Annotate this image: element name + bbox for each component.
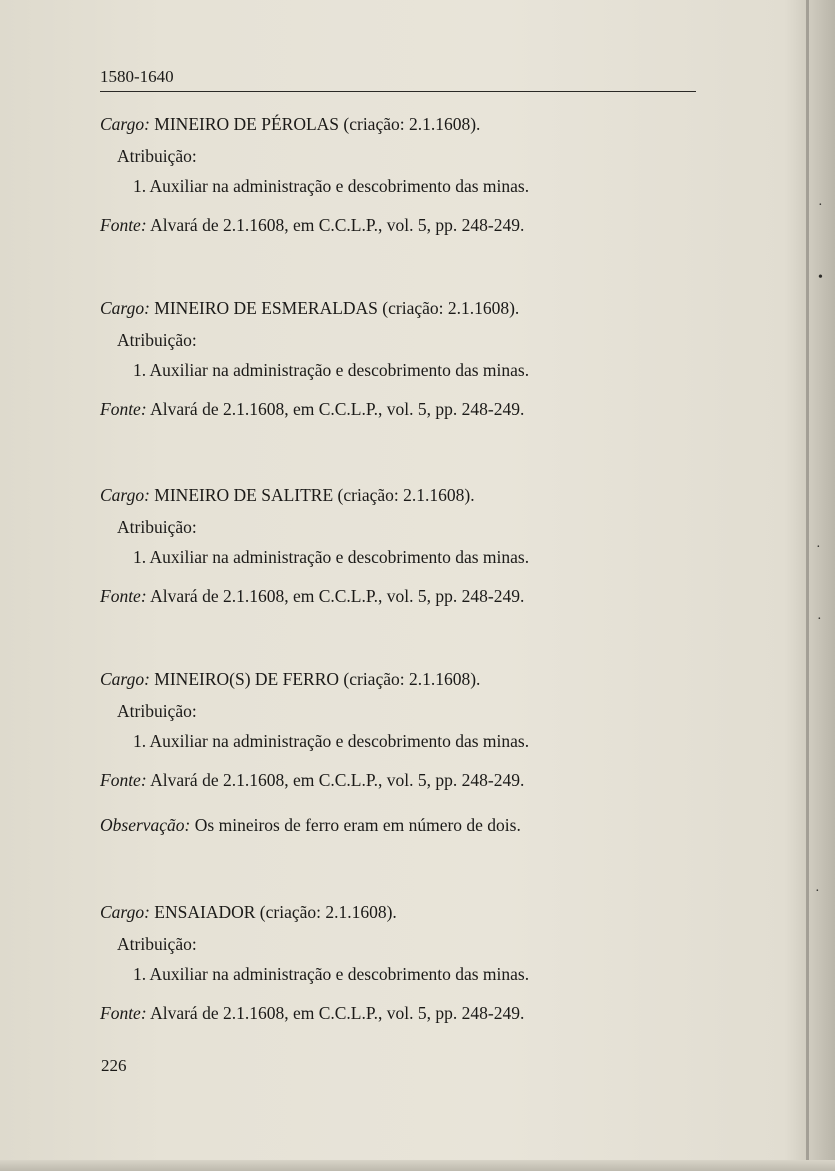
scan-artifact: · bbox=[818, 198, 823, 213]
atribuicao-item: 1. Auxiliar na administração e descobrimento das minas. bbox=[133, 360, 530, 380]
page-number: 226 bbox=[101, 1056, 127, 1075]
fonte-value: Alvará de 2.1.1608, em C.C.L.P., vol. 5, pp. 248-249. bbox=[150, 215, 525, 235]
cargo-value: MINEIRO DE ESMERALDAS (criação: 2.1.1608). bbox=[154, 298, 520, 318]
header-rule bbox=[100, 91, 696, 92]
cargo-line bbox=[100, 485, 475, 506]
page-bottom-edge bbox=[0, 1160, 835, 1171]
atribuicao-label: Atribuição: bbox=[117, 517, 197, 537]
cargo-label: Cargo: bbox=[100, 114, 150, 134]
atribuicao-item: 1. Auxiliar na administração e descobrimento das minas. bbox=[133, 964, 530, 984]
fonte-line bbox=[100, 1003, 524, 1024]
cargo-value: MINEIRO(S) DE FERRO (criação: 2.1.1608). bbox=[154, 669, 481, 689]
scan-artifact: · bbox=[815, 884, 820, 899]
fonte-value: Alvará de 2.1.1608, em C.C.L.P., vol. 5, pp. 248-249. bbox=[150, 1003, 525, 1023]
cargo-label: Cargo: bbox=[100, 669, 150, 689]
cargo-value: MINEIRO DE SALITRE (criação: 2.1.1608). bbox=[154, 485, 475, 505]
fonte-value: Alvará de 2.1.1608, em C.C.L.P., vol. 5, pp. 248-249. bbox=[150, 399, 525, 419]
cargo-value: ENSAIADOR (criação: 2.1.1608). bbox=[154, 902, 397, 922]
fonte-value: Alvará de 2.1.1608, em C.C.L.P., vol. 5, pp. 248-249. bbox=[150, 770, 525, 790]
cargo-label: Cargo: bbox=[100, 298, 150, 318]
fonte-line bbox=[100, 399, 524, 420]
fonte-label: Fonte: bbox=[100, 1003, 147, 1023]
fonte-label: Fonte: bbox=[100, 215, 147, 235]
page-edge-shadow bbox=[806, 0, 809, 1171]
cargo-value: MINEIRO DE PÉROLAS (criação: 2.1.1608). bbox=[154, 114, 481, 134]
observacao-line bbox=[100, 815, 521, 836]
cargo-line bbox=[100, 298, 519, 319]
atribuicao-item: 1. Auxiliar na administração e descobrimento das minas. bbox=[133, 731, 530, 751]
fonte-line bbox=[100, 215, 524, 236]
atribuicao-label: Atribuição: bbox=[117, 330, 197, 350]
fonte-line bbox=[100, 770, 524, 791]
cargo-label: Cargo: bbox=[100, 902, 150, 922]
fonte-line bbox=[100, 586, 524, 607]
atribuicao-item: 1. Auxiliar na administração e descobrimento das minas. bbox=[133, 547, 530, 567]
atribuicao-label: Atribuição: bbox=[117, 934, 197, 954]
atribuicao-item: 1. Auxiliar na administração e descobrimento das minas. bbox=[133, 176, 530, 196]
cargo-line bbox=[100, 114, 480, 135]
scan-artifact: · bbox=[817, 612, 822, 627]
running-header: 1580-1640 bbox=[100, 67, 174, 86]
scan-artifact: • bbox=[818, 270, 823, 285]
cargo-line bbox=[100, 669, 480, 690]
atribuicao-label: Atribuição: bbox=[117, 146, 197, 166]
scan-artifact: · bbox=[816, 540, 821, 555]
fonte-label: Fonte: bbox=[100, 399, 147, 419]
fonte-value: Alvará de 2.1.1608, em C.C.L.P., vol. 5, pp. 248-249. bbox=[150, 586, 525, 606]
observacao-value: Os mineiros de ferro eram em número de dois. bbox=[194, 815, 521, 835]
fonte-label: Fonte: bbox=[100, 586, 147, 606]
cargo-label: Cargo: bbox=[100, 485, 150, 505]
observacao-label: Observação: bbox=[100, 815, 191, 835]
fonte-label: Fonte: bbox=[100, 770, 147, 790]
cargo-line bbox=[100, 902, 397, 923]
atribuicao-label: Atribuição: bbox=[117, 701, 197, 721]
